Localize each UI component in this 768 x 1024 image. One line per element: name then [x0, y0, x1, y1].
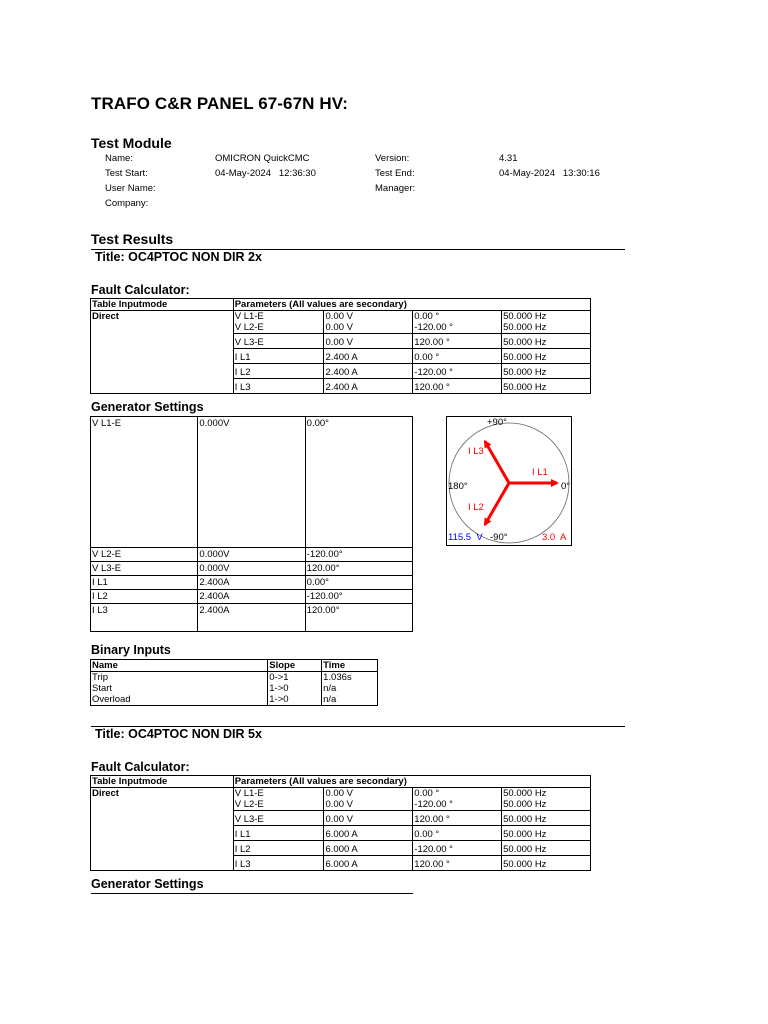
phasor-label-il1: I L1	[532, 467, 548, 478]
table-cell: I L1	[91, 576, 198, 590]
phasor-voltage-scale: 115.5 V	[448, 532, 483, 543]
table-cell: V L1-E V L2-E	[233, 788, 324, 811]
table-cell: 50.000 Hz	[502, 379, 591, 394]
table-cell: 50.000 Hz 50.000 Hz	[502, 311, 591, 334]
table-cell: 120.00°	[305, 562, 412, 576]
table-row	[91, 590, 413, 604]
binary-inputs-heading: Binary Inputs	[91, 643, 171, 657]
table-cell: 1.036s	[322, 672, 378, 684]
table-header: Slope	[268, 660, 322, 672]
name-value: OMICRON QuickCMC	[215, 153, 310, 164]
table-cell: I L2	[91, 590, 198, 604]
fault-calculator-heading: Fault Calculator:	[91, 283, 190, 297]
user-name-label: User Name:	[105, 183, 156, 194]
phasor-diagram	[446, 416, 572, 546]
table-cell: 0.00 ° -120.00 °	[413, 311, 502, 334]
table-header: Table Inputmode	[91, 299, 234, 311]
table-cell: V L1-E	[91, 417, 198, 548]
table-cell: 50.000 Hz	[502, 349, 591, 364]
table-cell: I L1	[233, 826, 324, 841]
generator-settings-heading: Generator Settings	[91, 400, 204, 414]
phasor-label-il2: I L2	[468, 502, 484, 513]
phasor-label-plus90: +90°	[487, 417, 507, 428]
phasor-label-minus90: -90°	[490, 532, 508, 543]
phasor-il3-arrow	[485, 441, 509, 483]
table-cell: 0.00 V	[324, 811, 413, 826]
phasor-label-180: 180°	[448, 481, 468, 492]
table-cell: 1->0	[268, 683, 322, 694]
fault-calculator-table	[90, 298, 591, 394]
phasor-label-il3: I L3	[468, 446, 484, 457]
table-cell: -120.00 °	[413, 841, 502, 856]
version-label: Version:	[375, 153, 410, 164]
table-cell: 50.000 Hz	[502, 826, 591, 841]
table-cell: -120.00 °	[413, 364, 502, 379]
input-mode-cell: Direct	[91, 788, 234, 871]
table-header: Table Inputmode	[91, 776, 234, 788]
table-cell: 2.400 A	[324, 379, 413, 394]
report-title: TRAFO C&R PANEL 67-67N HV:	[91, 94, 349, 113]
test-end-value: 04-May-2024 13:30:16	[499, 168, 600, 179]
input-mode-cell: Direct	[91, 311, 234, 394]
phasor-current-scale: 3.0 A	[542, 532, 567, 543]
manager-label: Manager:	[375, 183, 416, 194]
section-title: Title: OC4PTOC NON DIR 5x	[95, 727, 262, 741]
generator-settings-heading: Generator Settings	[91, 877, 204, 891]
table-cell: 50.000 Hz 50.000 Hz	[502, 788, 591, 811]
binary-inputs-table	[90, 659, 378, 706]
table-row	[91, 548, 413, 562]
table-cell: 0.00 ° -120.00 °	[413, 788, 502, 811]
table-row	[91, 604, 413, 632]
table-cell: Overload	[91, 694, 268, 706]
table-cell: 0.000V	[198, 417, 305, 548]
table-header: Name	[91, 660, 268, 672]
divider	[91, 893, 413, 894]
table-cell: 0.00 °	[413, 826, 502, 841]
table-cell: n/a	[322, 683, 378, 694]
table-cell: 120.00 °	[413, 811, 502, 826]
test-start-value: 04-May-2024 12:36:30	[215, 168, 316, 179]
table-row	[91, 672, 378, 684]
table-cell: 0.00 V 0.00 V	[324, 311, 413, 334]
phasor-label-0: 0°	[561, 481, 571, 492]
table-cell: I L2	[233, 841, 324, 856]
generator-settings-table	[90, 416, 413, 632]
table-cell: 0->1	[268, 672, 322, 684]
table-cell: I L2	[233, 364, 324, 379]
table-cell: -120.00°	[305, 590, 412, 604]
table-row	[91, 694, 378, 706]
table-cell: I L3	[233, 856, 324, 871]
table-cell: I L3	[91, 604, 198, 632]
table-row	[91, 417, 413, 548]
table-cell: V L3-E	[91, 562, 198, 576]
table-cell: 120.00 °	[413, 856, 502, 871]
test-start-label: Test Start:	[105, 168, 148, 179]
table-cell: Trip	[91, 672, 268, 684]
table-header-row	[91, 776, 591, 788]
table-row	[91, 683, 378, 694]
table-cell: 2.400A	[198, 604, 305, 632]
table-cell: V L1-E V L2-E	[233, 311, 324, 334]
version-value: 4.31	[499, 153, 518, 164]
table-header: Parameters (All values are secondary)	[233, 299, 590, 311]
table-cell: 50.000 Hz	[502, 856, 591, 871]
fault-calculator-heading: Fault Calculator:	[91, 760, 190, 774]
table-row	[91, 562, 413, 576]
name-label: Name:	[105, 153, 133, 164]
table-header-row	[91, 299, 591, 311]
table-row	[91, 311, 591, 334]
table-cell: 50.000 Hz	[502, 334, 591, 349]
table-cell: 50.000 Hz	[502, 364, 591, 379]
phasor-il2-arrow	[485, 483, 509, 525]
test-module-heading: Test Module	[91, 135, 172, 151]
table-cell: 50.000 Hz	[502, 811, 591, 826]
table-cell: 50.000 Hz	[502, 841, 591, 856]
test-end-label: Test End:	[375, 168, 415, 179]
table-cell: I L1	[233, 349, 324, 364]
table-cell: 0.00°	[305, 576, 412, 590]
fault-calculator-table	[90, 775, 591, 871]
table-cell: 0.000V	[198, 562, 305, 576]
table-cell: 2.400A	[198, 590, 305, 604]
table-header: Time	[322, 660, 378, 672]
table-row	[91, 576, 413, 590]
table-header: Parameters (All values are secondary)	[233, 776, 590, 788]
table-cell: 0.00 °	[413, 349, 502, 364]
table-cell: 2.400 A	[324, 349, 413, 364]
table-cell: V L3-E	[233, 334, 324, 349]
table-cell: Start	[91, 683, 268, 694]
table-cell: 2.400 A	[324, 364, 413, 379]
table-row	[91, 788, 591, 811]
table-cell: V L3-E	[233, 811, 324, 826]
table-cell: 2.400A	[198, 576, 305, 590]
table-cell: 0.00 V 0.00 V	[324, 788, 413, 811]
table-cell: 1->0	[268, 694, 322, 706]
table-header-row	[91, 660, 378, 672]
table-cell: 0.000V	[198, 548, 305, 562]
table-cell: 6.000 A	[324, 826, 413, 841]
table-cell: n/a	[322, 694, 378, 706]
table-cell: 120.00°	[305, 604, 412, 632]
table-cell: 120.00 °	[413, 334, 502, 349]
table-cell: 6.000 A	[324, 841, 413, 856]
table-cell: -120.00°	[305, 548, 412, 562]
table-cell: 6.000 A	[324, 856, 413, 871]
table-cell: I L3	[233, 379, 324, 394]
table-cell: 120.00 °	[413, 379, 502, 394]
table-cell: 0.00 V	[324, 334, 413, 349]
table-cell: 0.00°	[305, 417, 412, 548]
test-results-heading: Test Results	[91, 231, 174, 247]
company-label: Company:	[105, 198, 149, 209]
table-cell: V L2-E	[91, 548, 198, 562]
section-title: Title: OC4PTOC NON DIR 2x	[95, 250, 262, 264]
